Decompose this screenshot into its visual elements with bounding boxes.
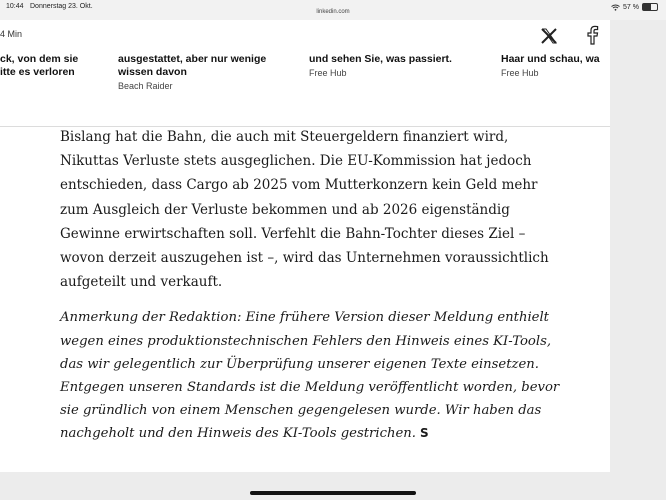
editor-note xyxy=(60,306,560,445)
recommendation-source: Free Hub xyxy=(309,68,347,78)
recommendation-title: itte es verloren xyxy=(0,66,75,78)
article-paragraph: Bislang hat die Bahn, die auch mit Steuergeldern finanziert wird, Nikuttas Verluste stets ausgeglichen. Die EU-Kommission hat jedoch entschieden, dass Cargo ab 2025 vom Mutterkonzern kein Geld mehr zum Ausgleich der Verluste bekommen und ab 2026 eigenständig Gewinne erwirtschaften soll. Verfehlt die Bahn-Tochter dieses Ziel – wovon derzeit auszugehen ist –, wird das Unternehmen voraussichtlich aufgeteilt und verkauft. xyxy=(60,129,549,291)
article-page xyxy=(0,20,610,472)
article-body xyxy=(60,125,560,446)
recommendation-item[interactable] xyxy=(501,53,610,113)
editor-note-text: Anmerkung der Redaktion: Eine frühere Version dieser Meldung enthielt wegen eines produktionstechnischen Fehlers den Hinweis eines KI-Tools, das wir gelegentlich zur Überprüfung unserer eigenen Texte einsetzen. Entgegen unseren Standards ist die Meldung veröffentlicht worden, bevor sie gründlich von einem Menschen gegengelesen wurde. Wir haben das nachgeholt und den Hinweis des KI-Tools gestrichen. xyxy=(60,310,560,442)
status-time: 10:44 xyxy=(6,3,24,10)
status-indicators xyxy=(611,3,658,11)
x-logo-icon[interactable] xyxy=(540,27,558,45)
recommendation-title: ck, von dem sie xyxy=(0,53,79,65)
recommendation-source: Beach Raider xyxy=(118,81,173,91)
recommendation-item[interactable] xyxy=(118,53,298,113)
recommendation-item[interactable] xyxy=(0,53,110,113)
recommendation-title: wissen davon xyxy=(118,66,187,78)
article-toolbar xyxy=(0,20,610,50)
recommendation-title: und sehen Sie, was passiert. xyxy=(309,53,452,65)
recommendation-source: Free Hub xyxy=(501,68,539,78)
address-bar-url[interactable]: linkedin.com xyxy=(316,9,350,15)
recommendation-title: Haar und schau, wa xyxy=(501,53,600,65)
status-bar xyxy=(0,0,666,20)
recommendation-title: ausgestattet, aber nur wenige xyxy=(118,53,267,65)
battery-icon xyxy=(642,3,658,11)
home-indicator[interactable] xyxy=(250,491,416,495)
read-time: 4 Min xyxy=(0,29,23,39)
facebook-icon[interactable] xyxy=(585,25,599,45)
status-date: Donnerstag 23. Okt. xyxy=(30,3,93,10)
recommendations-strip xyxy=(0,53,610,123)
recommendation-item[interactable] xyxy=(309,53,489,113)
wifi-icon xyxy=(611,4,620,11)
battery-text: 57 % xyxy=(623,3,639,11)
end-mark: S xyxy=(419,426,429,441)
